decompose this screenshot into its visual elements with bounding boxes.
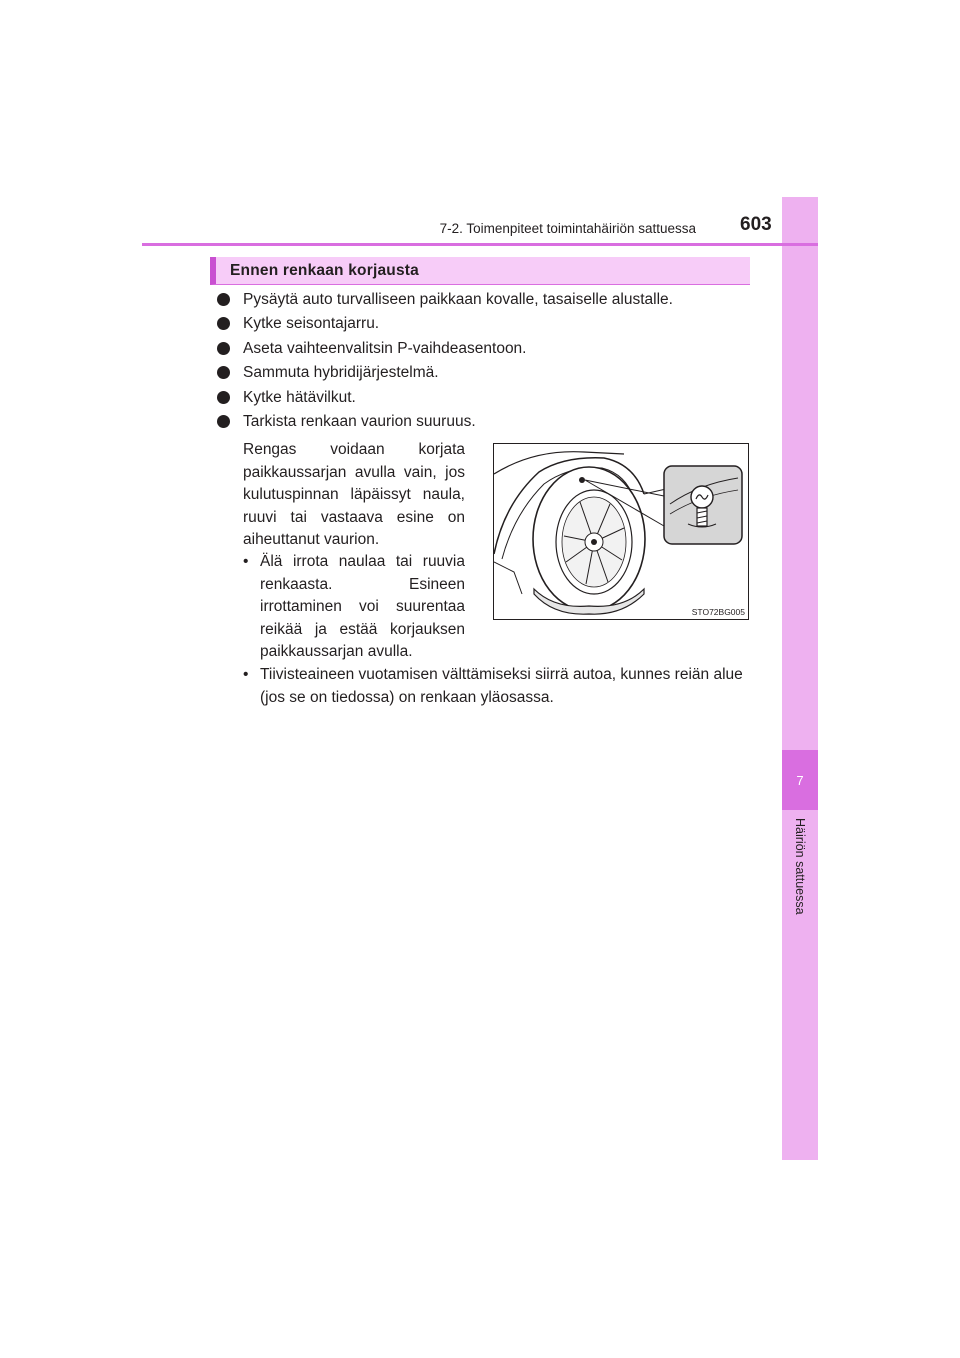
bullet-icon xyxy=(217,342,230,355)
bullet-text: Aseta vaihteenvalitsin P-vaihdeasentoon. xyxy=(243,339,527,357)
chapter-number: 7 xyxy=(796,772,804,788)
list-item xyxy=(215,388,755,412)
sub-bullet-text: Tiivisteaineen vuotamisen välttämiseksi siirrä autoa, kunnes reiän alue (jos se on tiedossa) on renkaan yläosassa. xyxy=(260,666,743,706)
list-item xyxy=(215,339,755,363)
bullet-text: Tarkista renkaan vaurion suuruus. xyxy=(243,412,476,430)
bullet-icon xyxy=(217,366,230,379)
sub-bullet-mark: • xyxy=(243,666,249,683)
body-paragraph: Rengas voidaan korjata paikkaussarjan avulla vain, jos kulutuspinnan läpäissyt naula, ruuvi tai vastaava esine on aiheuttanut vaurion. xyxy=(243,441,465,549)
list-item xyxy=(215,314,755,338)
header-section-title: 7-2. Toimenpiteet toimintahäiriön sattuessa xyxy=(439,221,696,236)
chapter-label: Häiriön sattuessa xyxy=(793,818,807,915)
side-tab-top xyxy=(782,197,818,750)
page-number: 603 xyxy=(740,214,772,235)
sub-bullet-text: Älä irrota naulaa tai ruuvia renkaasta. Esineen irrottaminen voi suurentaa reikää ja estää korjauksen paikkaussarjan avulla. xyxy=(260,553,465,661)
bullet-icon xyxy=(217,415,230,428)
sub-bullet-item xyxy=(243,664,745,709)
list-item xyxy=(215,363,755,387)
flat-tire-with-screw-illustration xyxy=(494,444,748,619)
header-divider xyxy=(142,243,818,246)
bullet-list xyxy=(215,290,755,436)
list-item xyxy=(215,290,755,314)
bullet-text: Kytke hätävilkut. xyxy=(243,388,356,406)
section-title: Ennen renkaan korjausta xyxy=(230,262,419,279)
figure-code: STO72BG005 xyxy=(691,607,745,617)
bullet-icon xyxy=(217,293,230,306)
bullet-text: Kytke seisontajarru. xyxy=(243,315,380,333)
bullet-icon xyxy=(217,317,230,330)
section-heading-bar xyxy=(210,257,750,285)
sub-bullet-item xyxy=(243,551,465,664)
bullet-text: Pysäytä auto turvalliseen paikkaan kovalle, tasaiselle alustalle. xyxy=(243,291,673,308)
bullet-icon xyxy=(217,391,230,404)
list-item xyxy=(215,412,755,436)
chapter-number-tab[interactable] xyxy=(782,750,818,810)
flat-tire-figure xyxy=(493,443,749,620)
bullet-text: Sammuta hybridijärjestelmä. xyxy=(243,364,439,382)
sub-bullet-mark: • xyxy=(243,553,249,570)
